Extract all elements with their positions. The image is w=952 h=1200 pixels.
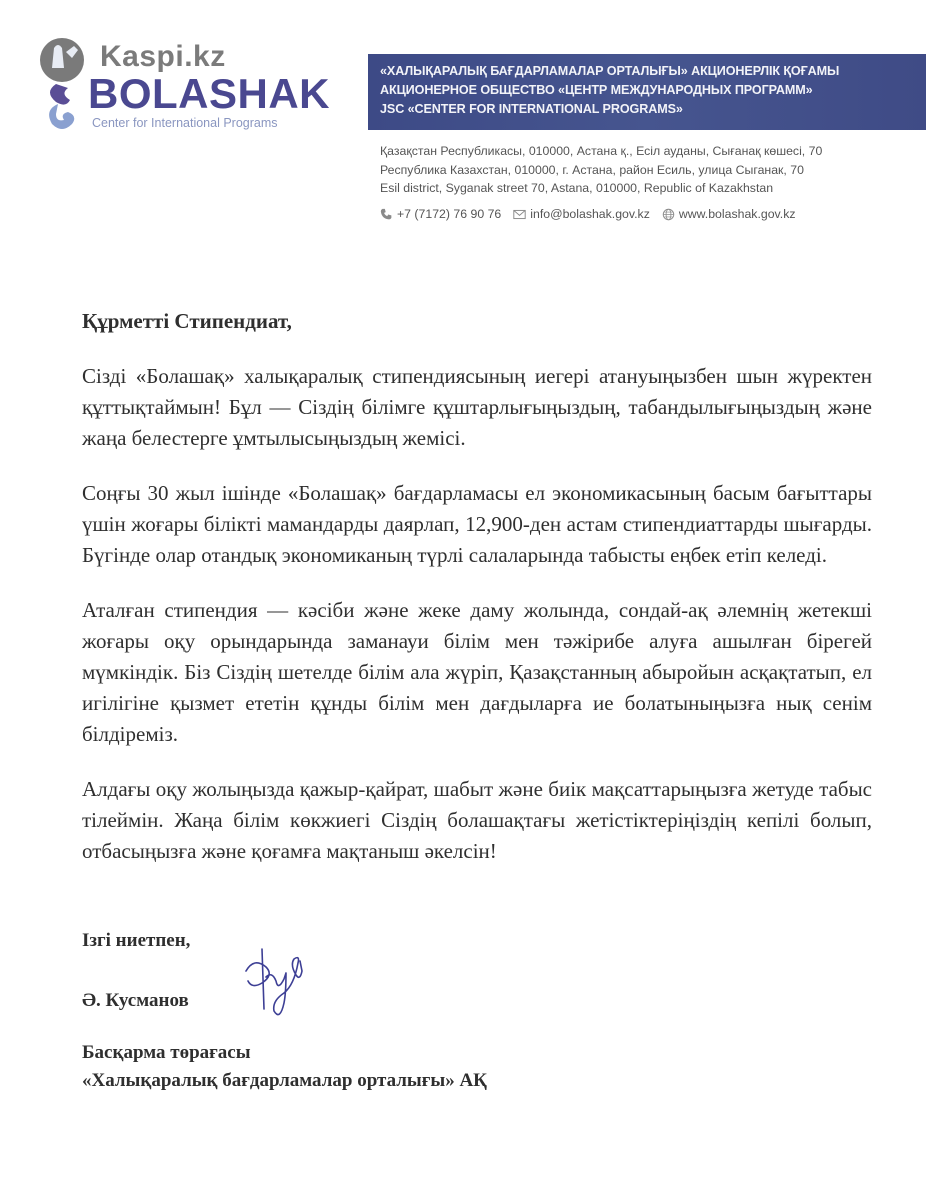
paragraph-opportunity: Аталған стипендия — кәсіби және жеке даму жолында, сондай-ақ әлемнің жетекші жоғары оқу орындарында заманауи білім мен тәжірибе алуға ашылған бірегей мүмкіндік. Біз Сіздің шетелде білім ала жүріп, Қазақстанның абыройын асқақтатып, ел игілігіне қызмет ететін құнды білім мен дағдыларға ие болатыныңызға нық сенім білдіреміз. <box>82 598 872 746</box>
banner-line-kazakh: «ХАЛЫҚАРАЛЫҚ БАҒДАРЛАМАЛАР ОРТАЛЫҒЫ» АКЦИОНЕРЛІК ҚОҒАМЫ <box>380 64 840 78</box>
phone-contact[interactable] <box>380 207 501 221</box>
bolashak-emblem-icon <box>36 38 88 138</box>
address-block <box>380 142 822 198</box>
greeting: Құрметті Стипендиат, <box>82 309 292 333</box>
closing-phrase: Ізгі ниетпен, <box>82 930 191 951</box>
banner-line-english: JSC «CENTER FOR INTERNATIONAL PROGRAMS» <box>380 102 683 116</box>
paragraph-program-history: Соңғы 30 жыл ішінде «Болашақ» бағдарламасы ел экономикасының басым бағыттары үшін жоғары білікті мамандарды даярлап, 12,900-ден астам стипендиаттарды шығарды. Бүгінде олар отандық экономиканың түрлі салаларында табысты еңбек етіп келеді. <box>82 481 872 567</box>
email-address: info@bolashak.gov.kz <box>530 207 650 221</box>
signer-organization: «Халықаралық бағдарламалар орталығы» АҚ <box>82 1070 487 1091</box>
address-line-russian: Республика Казахстан, 010000, г. Астана, район Есиль, улица Сыганак, 70 <box>380 162 804 177</box>
logo-title: BOLASHAK <box>88 70 330 117</box>
banner-line-russian: АКЦИОНЕРНОЕ ОБЩЕСТВО «ЦЕНТР МЕЖДУНАРОДНЫХ ПРОГРАММ» <box>380 83 813 97</box>
contacts-row <box>380 207 796 221</box>
signer-name: Ә. Кусманов <box>82 990 189 1011</box>
signer-title: Басқарма төрағасы <box>82 1042 251 1063</box>
website-contact[interactable] <box>662 207 796 221</box>
phone-icon <box>380 208 393 221</box>
paragraph-congratulations: Сізді «Болашақ» халықаралық стипендиясының иегері атануыңызбен шын жүректен құттықтаймын! Бұл — Сіздің білімге құштарлығыңыздың, табандылығыңыздың және жаңа белестерге ұмтылысыңыздың жемісі. <box>82 364 872 450</box>
handwritten-signature-icon <box>236 943 326 1033</box>
paragraph-wishes: Алдағы оқу жолыңызда қажыр-қайрат, шабыт және биік мақсаттарыңызға жетуде табыс тілеймін. Жаңа білім көкжиегі Сіздің болашақтағы жетістіктеріңіздің кепілі болып, отбасыңызға және қоғамға мақтаныш әкелсін! <box>82 777 872 863</box>
bolashak-logo <box>36 36 336 146</box>
letter-body <box>82 306 872 891</box>
phone-number: +7 (7172) 76 90 76 <box>397 207 502 221</box>
kaspi-watermark: Kaspi.kz <box>100 40 226 73</box>
mail-icon <box>513 208 526 221</box>
address-line-kazakh: Қазақстан Республикасы, 010000, Астана қ., Есіл ауданы, Сығанақ көшесі, 70 <box>380 144 823 158</box>
organization-banner <box>368 54 926 130</box>
website-url: www.bolashak.gov.kz <box>678 207 796 221</box>
logo-subtitle: Center for International Programs <box>92 116 278 130</box>
email-contact[interactable] <box>513 207 650 221</box>
address-line-english: Esil district, Syganak street 70, Astana, 010000, Republic of Kazakhstan <box>380 181 774 195</box>
globe-icon <box>662 208 675 221</box>
